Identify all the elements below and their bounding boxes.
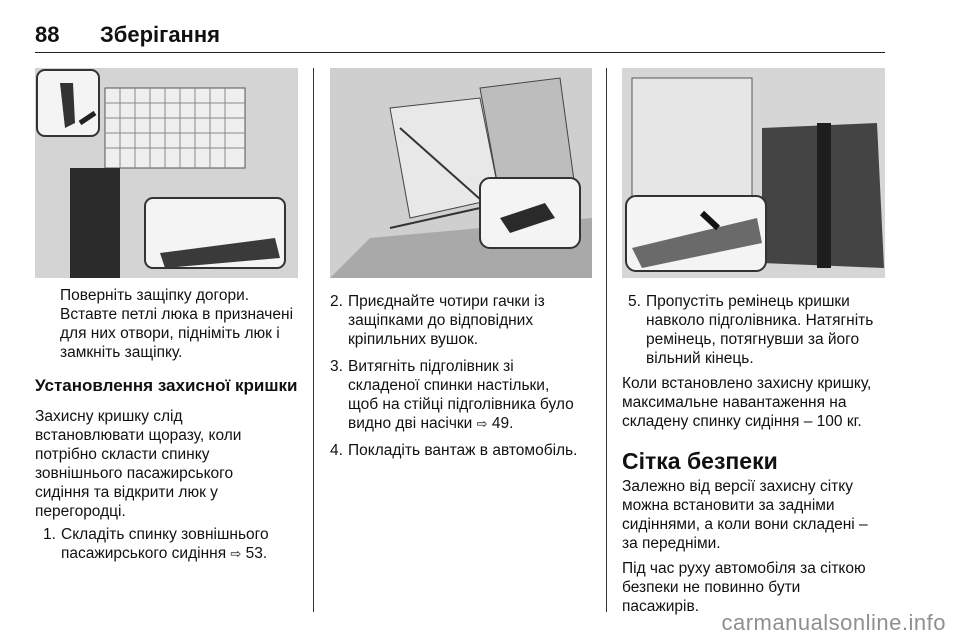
step-line: складеної спинки настільки,	[348, 377, 550, 394]
section-heading-large: Сітка безпеки	[622, 448, 778, 474]
body-line: Під час руху автомобіля за сіткою	[622, 560, 866, 577]
page-header	[35, 14, 885, 50]
step-number: 1.	[43, 526, 56, 543]
body-line: складену спинку сидіння – 100 кг.	[622, 413, 862, 430]
column-2	[330, 292, 600, 460]
column-divider	[313, 68, 314, 612]
body-line: безпеки не повинно бути	[622, 579, 801, 596]
step-line: Витягніть підголівник зі	[348, 358, 514, 375]
column-divider	[606, 68, 607, 612]
body-paragraph	[35, 407, 303, 521]
step-line: навколо підголівника. Натягніть	[646, 312, 874, 329]
step-line: Пропустіть ремінець кришки	[646, 293, 850, 310]
caption-line: Вставте петлі люка в призначені	[60, 306, 294, 323]
body-line: перегородці.	[35, 503, 126, 520]
step-line	[61, 544, 303, 563]
arrow-reference-icon: ⇨	[476, 416, 488, 431]
step-line-text: видно дві насічки	[348, 415, 473, 432]
step-line: ремінець, потягнувши за його	[646, 331, 860, 348]
step-line-text: пасажирського сидіння	[61, 545, 227, 562]
body-line: пасажирів.	[622, 598, 700, 615]
caption-line: замкніть защіпку.	[60, 344, 183, 361]
page-number: 88	[35, 22, 60, 47]
caption-line: для них отвори, підніміть люк і	[60, 325, 280, 342]
body-line: Коли встановлено захисну кришку,	[622, 375, 872, 392]
body-line: потрібно скласти спинку	[35, 446, 210, 463]
step-line: щоб на стійці підголівника було	[348, 396, 574, 413]
figure-caption	[35, 286, 303, 362]
figure-rear-seat-hooks	[330, 68, 592, 278]
step-number: 2.	[330, 293, 343, 310]
step-line: вільний кінець.	[646, 350, 754, 367]
step-3	[330, 357, 600, 433]
body-paragraph	[622, 374, 890, 431]
body-line: сидіння та відкрити люк у	[35, 484, 218, 501]
body-line: Захисну кришку слід	[35, 408, 183, 425]
step-4	[330, 441, 600, 460]
step-line: Складіть спинку зовнішнього	[61, 526, 269, 543]
figure-cargo-hatch	[35, 68, 298, 278]
column-1	[35, 286, 303, 563]
body-line: за передніми.	[622, 535, 721, 552]
body-line: максимальне навантаження на	[622, 394, 847, 411]
step-line: защіпками до відповідних	[348, 312, 534, 329]
step-line: Покладіть вантаж в автомобіль.	[348, 442, 578, 459]
step-line: Приєднайте чотири гачки із	[348, 293, 545, 310]
step-number: 4.	[330, 442, 343, 459]
arrow-reference-icon: ⇨	[230, 546, 242, 561]
column-3	[622, 292, 890, 616]
caption-line: Поверніть защіпку догори.	[60, 287, 250, 304]
step-line: кріпильних вушок.	[348, 331, 479, 348]
step-2	[330, 292, 600, 349]
body-line: сидіннями, а коли вони складені –	[622, 516, 868, 533]
body-line: Залежно від версії захисну сітку	[622, 478, 853, 495]
watermark: carmanualsonline.info	[721, 610, 946, 635]
step-line	[348, 414, 600, 433]
figure-folded-seat-strap	[622, 68, 885, 278]
body-paragraph	[622, 477, 890, 553]
section-title: Зберігання	[100, 22, 220, 47]
page-reference[interactable]: 49.	[491, 415, 514, 432]
step-1	[43, 525, 303, 563]
step-5	[628, 292, 890, 368]
header-rule	[35, 52, 885, 53]
body-line: можна встановити за задніми	[622, 497, 835, 514]
step-number: 5.	[628, 293, 641, 310]
body-line: зовнішнього пасажирського	[35, 465, 234, 482]
page-reference[interactable]: 53.	[245, 545, 268, 562]
body-line: встановлювати щоразу, коли	[35, 427, 242, 444]
step-number: 3.	[330, 358, 343, 375]
body-paragraph	[622, 559, 890, 616]
section-heading: Установлення захисної кришки	[35, 376, 298, 395]
